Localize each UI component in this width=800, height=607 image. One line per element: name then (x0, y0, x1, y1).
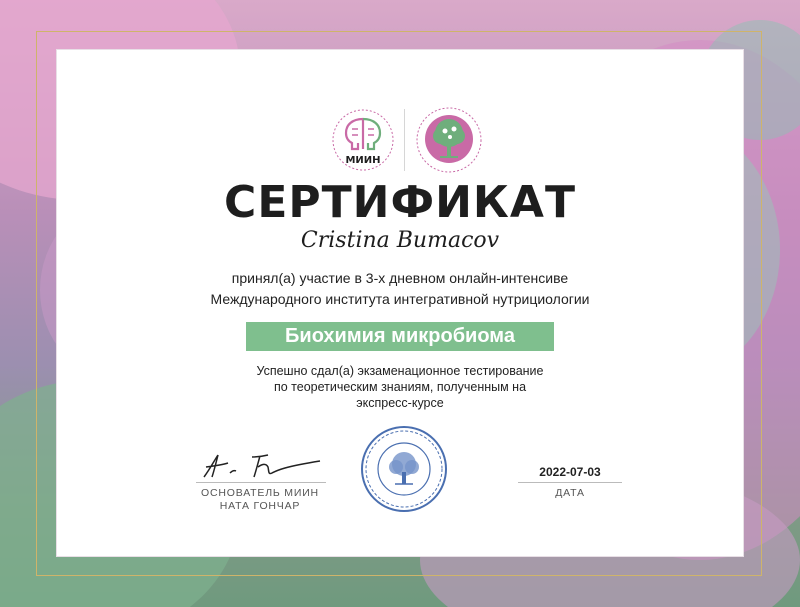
founder-name: НАТА ГОНЧАР (219, 500, 301, 512)
brain-icon (328, 105, 398, 175)
recipient-name: Cristina Bumacov (300, 228, 500, 253)
course-name-banner: Биохимия микробиома (246, 322, 554, 351)
founder-signature (196, 447, 328, 483)
date-line (518, 482, 622, 483)
tree-stamp-icon (359, 424, 449, 514)
left-logo-text: МИИН (345, 155, 381, 166)
test-line-2: по теоретическим знаниям, полученным на (273, 380, 527, 394)
test-line-3: экспресс-курсе (356, 396, 444, 410)
certificate-title: СЕРТИФИКАТ (224, 177, 576, 228)
participation-line-2: Международного института интегративной нутрициологии (210, 291, 590, 307)
founder-role: ОСНОВАТЕЛЬ МИИН (201, 487, 319, 499)
signature-line (196, 482, 326, 483)
test-line-1: Успешно сдал(а) экзаменационное тестирование (256, 364, 544, 378)
date-label: ДАТА (555, 487, 585, 499)
date-value: 2022-07-03 (539, 465, 601, 479)
tree-icon (414, 105, 484, 175)
logo-group (328, 105, 488, 175)
logo-divider (404, 109, 405, 171)
participation-line-1: принял(а) участие в 3-х дневном онлайн-интенсиве (231, 270, 569, 286)
